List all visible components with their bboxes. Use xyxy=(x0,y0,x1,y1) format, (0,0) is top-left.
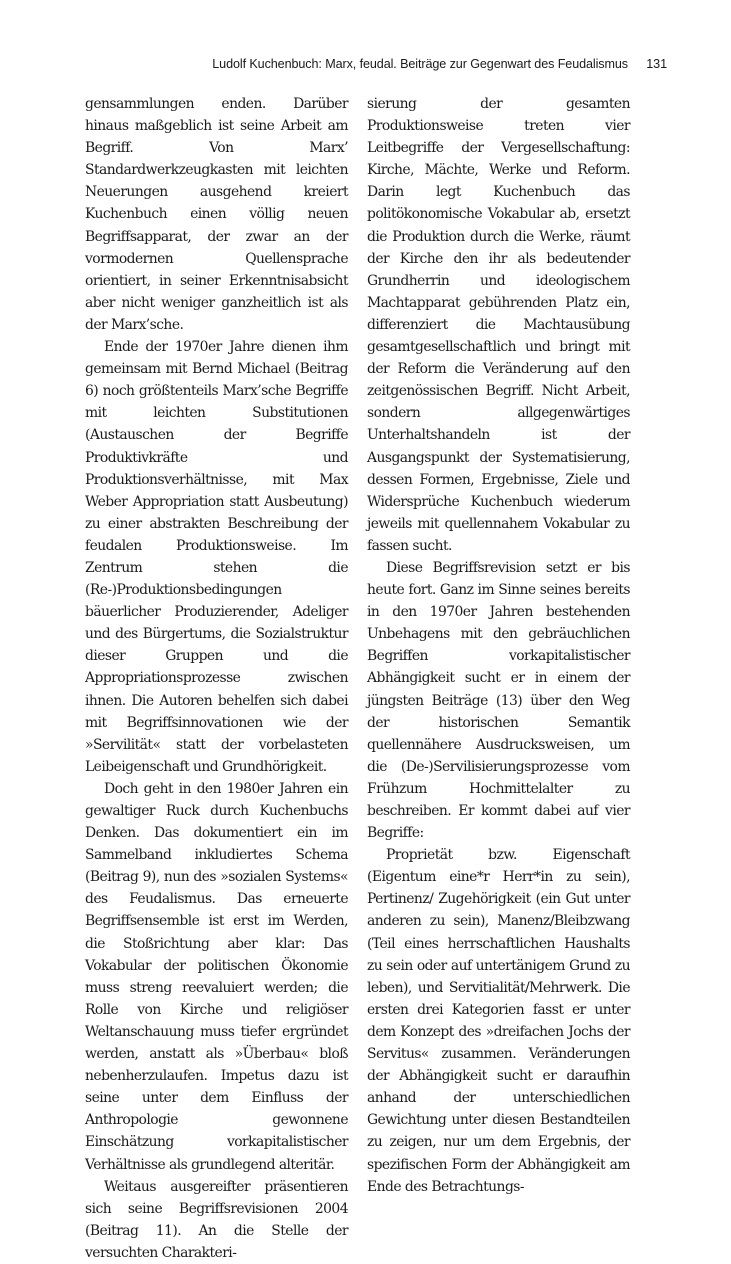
left-column xyxy=(85,93,348,1264)
paragraph: sierung der gesamten Produktionsweise treten vier Leitbegriffe der Vergesellschaftung: Kirche, Mächte, Werke und Reform. Darin legt Kuchenbuch das politökonomische Vokabular ab, ersetzt die Produktion durch die Werke, räumt der Kirche den ihr als bedeutender Grundherrin und ideologischem Machtapparat gebührenden Platz ein, differenziert die Machtausübung gesamtgesellschaftlich und bringt mit der Reform die Veränderung auf den zeitgenössischen Begriff. Nicht Arbeit, sondern allgegenwärtiges Unterhaltshandeln ist der Ausgangspunkt der Systematisierung, dessen Formen, Ergebnisse, Ziele und Widersprüche Kuchenbuch wiederum jeweils mit quellennahem Vokabular zu fassen sucht. xyxy=(367,96,630,554)
right-column xyxy=(367,93,630,1198)
page-number: 131 xyxy=(646,57,667,71)
paragraph: Ende der 1970er Jahre dienen ihm gemeinsam mit Bernd Michael (Beitrag 6) noch größtenteils Marx’sche Begriffe mit leichten Substitutionen (Austauschen der Begriffe Produktivkräfte und Produktionsverhältnisse, mit Max Weber Appropriation statt Ausbeutung) zu einer abstrakten Beschreibung der feudalen Produktionsweise. Im Zentrum stehen die (Re-)Produktionsbedingungen bäuerlicher Produzierender, Adeliger und des Bürgertums, die Sozialstruktur dieser Gruppen und die Appropriationsprozesse zwischen ihnen. Die Autoren behelfen sich dabei mit Begriffsinnovationen wie der »Servilität« statt der vorbelasteten Leibeigenschaft und Grundhörigkeit. xyxy=(85,339,348,775)
paragraph: Diese Begriffsrevision setzt er bis heute fort. Ganz im Sinne seines bereits in den 1970er Jahren bestehenden Unbehagens mit den gebräuchlichen Begriffen vorkapitalistischer Abhängigkeit sucht er in einem der jüngsten Beiträge (13) über den Weg der historischen Semantik quellennähere Ausdrucksweisen, um die (De-)Servilisierungsprozesse vom Frühzum Hochmittelalter zu beschreiben. Er kommt dabei auf vier Begriffe: xyxy=(367,559,630,842)
paragraph: Weitaus ausgereifter präsentieren sich seine Begriffsrevisionen 2004 (Beitrag 11). An die Stelle der versuchten Charakteri- xyxy=(85,1178,348,1261)
running-header xyxy=(0,55,731,77)
paragraph: Doch geht in den 1980er Jahren ein gewaltiger Ruck durch Kuchenbuchs Denken. Das dokumentiert ein im Sammelband inkludiertes Schema (Beitrag 9), nun des »sozialen Systems« des Feudalismus. Das erneuerte Begriffsensemble ist erst im Werden, die Stoßrichtung aber klar: Das Vokabular der politischen Ökonomie muss streng reevaluiert werden; die Rolle von Kirche und religiöser Weltanschauung muss tiefer ergründet werden, anstatt als »Überbau« bloß nebenherzulaufen. Impetus dazu ist seine unter dem Einfluss der Anthropologie gewonnene Einschätzung vorkapitalistischer Verhältnisse als grundlegend alteritär. xyxy=(85,780,348,1173)
paragraph: gensammlungen enden. Darüber hinaus maßgeblich ist seine Arbeit am Begriff. Von Marx’ Standardwerkzeugkasten mit leichten Neuerungen ausgehend kreiert Kuchenbuch einen völlig neuen Begriffsapparat, der zwar an der vormodernen Quellensprache orientiert, in seiner Erkenntnisabsicht aber nicht weniger ganzheitlich ist als der Marx’sche. xyxy=(85,96,348,333)
paragraph: Proprietät bzw. Eigenschaft (Eigentum eine*r Herr*in zu sein), Pertinenz/ Zugehörigkeit (ein Gut unter anderen zu sein), Manenz/Bleibzwang (Teil eines herrschaftlichen Haushalts zu sein oder auf untertänigem Grund zu leben), und Servitialität/Mehrwerk. Die ersten drei Kategorien fasst er unter dem Konzept des »dreifachen Jochs der Servitus« zusammen. Veränderungen der Abhängigkeit sucht er daraufhin anhand der unterschiedlichen Gewichtung unter diesen Bestandteilen zu zeigen, nur um dem Ergebnis, der spezifischen Form der Abhängigkeit am Ende des Betrachtungs- xyxy=(367,847,630,1195)
running-title: Ludolf Kuchenbuch: Marx, feudal. Beiträge zur Gegenwart des Feudalismus xyxy=(212,57,628,71)
